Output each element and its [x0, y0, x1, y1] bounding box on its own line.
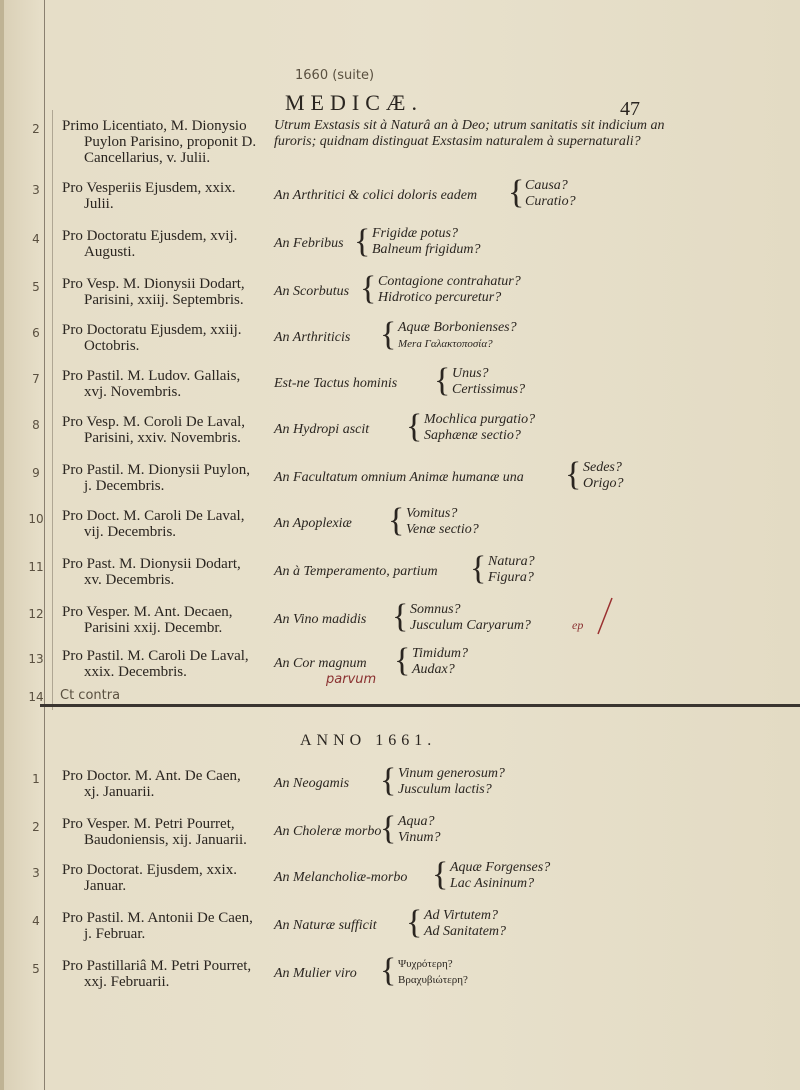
brace: { — [380, 810, 397, 847]
option: Ad Sanitatem? — [424, 924, 507, 939]
row-number: 3 — [32, 866, 40, 880]
occasion-line: Augusti. — [84, 244, 136, 260]
occasion-line: Pro Vesp. M. Dionysii Dodart, — [62, 276, 245, 292]
occasion-line: xxj. Februarii. — [84, 974, 170, 990]
handwritten-annotation: parvum — [326, 672, 377, 687]
thesis-question: An Melancholiæ-morbo — [274, 870, 408, 885]
row-number: 13 — [28, 652, 44, 666]
row-number: 3 — [32, 183, 40, 197]
page-number: 47 — [620, 98, 640, 120]
occasion-line: Pro Past. M. Dionysii Dodart, — [62, 556, 241, 572]
brace: { — [565, 456, 582, 493]
option: Βραχυβιώτερη? — [398, 974, 468, 986]
thesis-occasion — [62, 958, 267, 990]
occasion-line: Julii. — [84, 196, 114, 212]
occasion-line: Parisini, xxiv. Novembris. — [84, 430, 241, 446]
occasion-line: Pro Vesp. M. Coroli De Laval, — [62, 414, 246, 430]
thesis-occasion — [62, 768, 267, 800]
option: Venæ sectio? — [406, 522, 479, 537]
option: Mera Γαλακτοποσία? — [398, 338, 493, 350]
thesis-question: Est-ne Tactus hominis — [274, 376, 398, 391]
thesis-occasion — [62, 816, 267, 848]
thesis-question: An Choleræ morbo — [274, 824, 382, 839]
thesis-options — [424, 412, 535, 444]
brace: { — [470, 550, 487, 587]
thesis-question: An Arthriticis — [274, 330, 351, 345]
option: Causa? — [525, 178, 568, 193]
thesis-options — [488, 554, 535, 586]
thesis-question: An à Temperamento, partium — [274, 564, 438, 579]
row-number: 9 — [32, 466, 40, 480]
occasion-line: xxix. Decembris. — [84, 664, 187, 680]
occasion-line: Puylon Parisino, proponit D. — [84, 134, 257, 150]
option: Contagione contrahatur? — [378, 274, 521, 289]
brace: { — [508, 174, 525, 211]
thesis-options — [583, 460, 623, 492]
row-number: 1 — [32, 772, 40, 786]
occasion-line: Pro Vesper. M. Petri Pourret, — [62, 816, 235, 832]
row-number: 5 — [32, 280, 40, 294]
occasion-line: Pro Doctorat. Ejusdem, xxix. — [62, 862, 237, 878]
option: Aqua? — [398, 814, 435, 829]
thesis-question: An Cor magnum — [274, 656, 367, 671]
brace: { — [380, 762, 397, 799]
option: Aquæ Borbonienses? — [398, 320, 517, 335]
thesis-options — [398, 956, 468, 988]
row-number: 7 — [32, 372, 40, 386]
thesis-question: An Mulier viro — [274, 966, 357, 981]
option: Somnus? — [410, 602, 461, 617]
occasion-line: Pro Pastil. M. Ludov. Gallais, — [62, 368, 241, 384]
thesis-options — [398, 766, 505, 798]
occasion-line: Pro Doctoratu Ejusdem, xvij. — [62, 228, 238, 244]
handwritten-annotation: Ct contra — [60, 688, 121, 703]
thesis-occasion — [62, 910, 267, 942]
thesis-question: An Apoplexiæ — [274, 516, 352, 531]
thesis-question: An Neogamis — [274, 776, 350, 791]
option: Sedes? — [583, 460, 622, 475]
handwritten-header-note: 1660 (suite) — [295, 68, 375, 83]
occasion-line: Pro Pastil. M. Dionysii Puylon, — [62, 462, 250, 478]
occasion-line: xvj. Novembris. — [84, 384, 182, 400]
brace: { — [388, 502, 405, 539]
option: Ψυχρότερη? — [398, 958, 453, 970]
thesis-options — [412, 646, 468, 678]
option: Vinum? — [398, 830, 441, 845]
occasion-line: Parisini, xxiij. Septembris. — [84, 292, 244, 308]
thesis-options — [450, 860, 550, 892]
occasion-line: Pro Pastillariâ M. Petri Pourret, — [62, 958, 252, 974]
occasion-line: j. Decembris. — [84, 478, 165, 494]
option: Ad Virtutem? — [424, 908, 499, 923]
option: Certissimus? — [452, 382, 526, 397]
row-number: 10 — [28, 512, 44, 526]
thesis-occasion — [62, 508, 267, 540]
thesis-question: An Facultatum omnium Animæ humanæ una — [274, 470, 524, 485]
occasion-line: Pro Pastil. M. Antonii De Caen, — [62, 910, 253, 926]
occasion-line: Pro Vesperiis Ejusdem, xxix. — [62, 180, 236, 196]
thesis-occasion — [62, 228, 267, 260]
occasion-line: Pro Vesper. M. Ant. Decaen, — [62, 604, 233, 620]
red-mark — [590, 596, 620, 636]
thesis-question: An Naturæ sufficit — [274, 918, 377, 933]
occasion-line: Primo Licentiato, M. Dionysio — [62, 118, 247, 134]
thesis-occasion — [62, 180, 267, 212]
brace: { — [392, 598, 409, 635]
occasion-line: Pro Doctoratu Ejusdem, xxiij. — [62, 322, 242, 338]
thesis-occasion — [62, 414, 267, 446]
option: Natura? — [488, 554, 535, 569]
brace: { — [360, 270, 377, 307]
occasion-line: xj. Januarii. — [84, 784, 155, 800]
option: Balneum frigidum? — [372, 242, 481, 257]
option: Audax? — [412, 662, 455, 677]
thesis-occasion — [62, 276, 267, 308]
row-number: 2 — [32, 820, 40, 834]
thesis-question: An Febribus — [274, 236, 344, 251]
occasion-line: Baudoniensis, xij. Januarii. — [84, 832, 247, 848]
occasion-line: Pro Doctor. M. Ant. De Caen, — [62, 768, 241, 784]
thesis-occasion — [62, 604, 267, 636]
option: Origo? — [583, 476, 624, 491]
row-number: 11 — [28, 560, 44, 574]
brace: { — [434, 362, 451, 399]
occasion-line: j. Februar. — [84, 926, 146, 942]
row-number: 5 — [32, 962, 40, 976]
occasion-line: Januar. — [84, 878, 127, 894]
row-number: 4 — [32, 232, 40, 246]
thesis-occasion — [62, 462, 267, 494]
row-number: 4 — [32, 914, 40, 928]
thesis-options — [525, 178, 576, 210]
option: Aquæ Forgenses? — [450, 860, 551, 875]
brace: { — [394, 642, 411, 679]
thesis-question: An Arthritici & colici doloris eadem — [274, 188, 478, 203]
row-number: 8 — [32, 418, 40, 432]
thesis-occasion — [62, 862, 267, 894]
thesis-question: An Hydropi ascit — [274, 422, 370, 437]
thesis-options — [372, 226, 481, 258]
year-heading: ANNO 1661. — [300, 732, 437, 749]
occasion-line: vij. Decembris. — [84, 524, 177, 540]
occasion-line: Parisini xxij. Decembr. — [84, 620, 223, 636]
margin-rule-inner — [52, 110, 53, 710]
option: Lac Asininum? — [450, 876, 535, 891]
page-title: MEDICÆ. — [285, 90, 423, 115]
occasion-line: Pro Pastil. M. Caroli De Laval, — [62, 648, 249, 664]
option: Frigidæ potus? — [372, 226, 458, 241]
thesis-options — [398, 814, 441, 846]
option: Timidum? — [412, 646, 469, 661]
thesis-question: An Vino madidis — [274, 612, 367, 627]
option: Unus? — [452, 366, 489, 381]
row-number: 12 — [28, 607, 44, 621]
option: Curatio? — [525, 194, 576, 209]
thesis-options — [406, 506, 479, 538]
thesis-occasion — [62, 118, 267, 166]
option: Hidrotico percuretur? — [378, 290, 502, 305]
brace: { — [406, 408, 423, 445]
thesis-options — [452, 366, 525, 398]
row-number: 14 — [28, 690, 44, 704]
brace: { — [432, 856, 449, 893]
option: Vinum generosum? — [398, 766, 505, 781]
option: Figura? — [488, 570, 534, 585]
binding-gutter — [0, 0, 4, 1090]
option: Saphænæ sectio? — [424, 428, 521, 443]
thesis-options — [398, 320, 517, 352]
thesis-occasion — [62, 556, 267, 588]
option: Jusculum Caryarum? — [410, 618, 531, 633]
occasion-line: xv. Decembris. — [84, 572, 175, 588]
thesis-options — [410, 602, 531, 634]
occasion-line: Octobris. — [84, 338, 140, 354]
occasion-line: Cancellarius, v. Julii. — [84, 150, 211, 166]
row-number: 2 — [32, 122, 40, 136]
thesis-occasion — [62, 322, 267, 354]
thesis-occasion — [62, 368, 267, 400]
thesis-options — [424, 908, 506, 940]
option: Jusculum lactis? — [398, 782, 492, 797]
thesis-options — [378, 274, 521, 306]
thesis-question: An Scorbutus — [274, 284, 350, 299]
row-number: 6 — [32, 326, 40, 340]
thesis-question: Utrum Exstasis sit à Naturâ an à Deo; utrum sanitatis sit indicium an furoris; quidnam distinguat Exstasim naturalem à supernaturali? — [274, 118, 665, 149]
option: Mochlica purgatio? — [424, 412, 536, 427]
option: Vomitus? — [406, 506, 458, 521]
handwritten-annotation: ep — [572, 618, 584, 632]
brace: { — [380, 316, 397, 353]
occasion-line: Pro Doct. M. Caroli De Laval, — [62, 508, 245, 524]
thesis-occasion — [62, 648, 267, 680]
brace: { — [406, 904, 423, 941]
section-rule — [40, 704, 800, 707]
brace: { — [354, 223, 371, 260]
brace: { — [380, 952, 397, 989]
